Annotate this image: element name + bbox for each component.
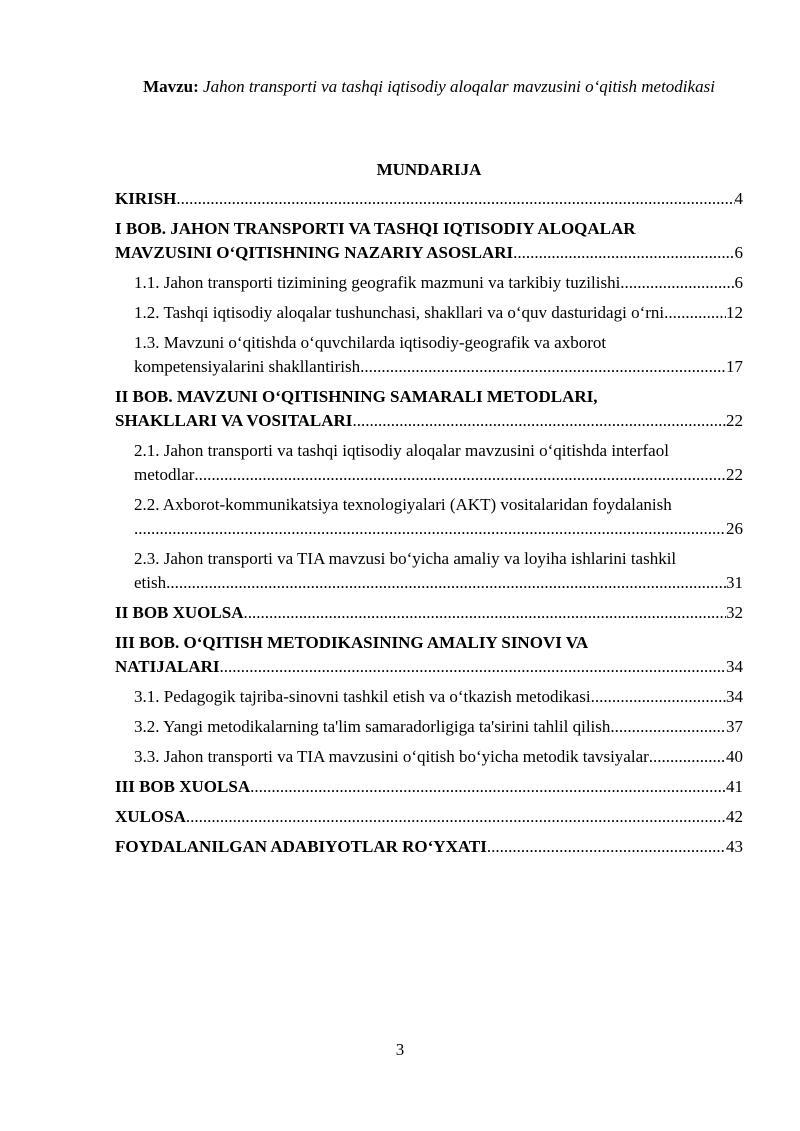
toc-entry-page: 31: [726, 573, 743, 592]
toc-leader-dots: [134, 517, 726, 541]
toc-entry-page: 37: [726, 717, 743, 736]
toc-title: MUNDARIJA: [376, 160, 482, 179]
toc-entry[interactable]: [134, 439, 743, 487]
toc-entry-first-line: III BOB. O‘QITISH METODIKASINING AMALIY SINOVI VA: [115, 633, 589, 652]
toc-leader-dots: [166, 571, 726, 595]
toc-entry[interactable]: [134, 685, 743, 709]
toc-entry-title: 1.1. Jahon transporti tizimining geografik mazmuni va tarkibiy tuzilishi: [134, 273, 621, 292]
toc-entry[interactable]: [115, 217, 743, 265]
toc-entry-first-line: 2.3. Jahon transporti va TIA mavzusi bo‘yicha amaliy va loyiha ishlarini tashkil: [134, 549, 677, 568]
toc-entry-page: 26: [726, 519, 743, 538]
toc-leader-dots: [352, 409, 726, 433]
toc-leader-dots: [194, 463, 726, 487]
toc-entry-title: metodlar: [134, 465, 195, 484]
toc-entry[interactable]: [115, 385, 743, 433]
toc-leader-dots: [186, 805, 726, 829]
toc-entry[interactable]: [115, 835, 743, 859]
toc-entry[interactable]: [134, 745, 743, 769]
toc-entry[interactable]: [134, 331, 743, 379]
toc-entry-page: 41: [726, 777, 743, 796]
topic-heading: [115, 72, 743, 102]
toc-leader-dots: [513, 241, 734, 265]
toc-entry-page: 34: [726, 657, 743, 676]
toc-entry-first-line: 2.2. Axborot-kommunikatsiya texnologiyalari (AKT) vositalaridan foydalanish: [134, 495, 672, 514]
toc-leader-dots: [620, 271, 734, 295]
toc-entry-page: 22: [726, 465, 743, 484]
toc-leader-dots: [591, 685, 726, 709]
toc-entry[interactable]: [134, 547, 743, 595]
toc-entry-title: FOYDALANILGAN ADABIYOTLAR RO‘YXATI: [115, 837, 487, 856]
toc-entry-title: etish: [134, 573, 167, 592]
toc-entry-first-line: II BOB. MAVZUNI O‘QITISHNING SAMARALI METODLARI,: [115, 387, 598, 406]
toc-leader-dots: [649, 745, 726, 769]
page-number: 3: [395, 1040, 405, 1059]
toc-entry[interactable]: [134, 301, 743, 325]
toc-entry-first-line: 2.1. Jahon transporti va tashqi iqtisodiy aloqalar mavzusini o‘qitishda interfaol: [134, 441, 669, 460]
toc-leader-dots: [250, 775, 726, 799]
toc-entry[interactable]: [115, 187, 743, 211]
toc-entry[interactable]: [134, 715, 743, 739]
toc-leader-dots: [176, 187, 734, 211]
toc-entry[interactable]: [134, 493, 743, 541]
toc-entry-title: 3.3. Jahon transporti va TIA mavzusini o‘qitish bo‘yicha metodik tavsiyalar: [134, 747, 649, 766]
toc-leader-dots: [487, 835, 726, 859]
toc-entry-title: KIRISH: [115, 189, 177, 208]
toc-entry-title: kompetensiyalarini shakllantirish: [134, 357, 361, 376]
toc-entry-page: 12: [726, 303, 743, 322]
toc-entry-title: XULOSA: [115, 807, 186, 826]
topic-title: Jahon transporti va tashqi iqtisodiy aloqalar mavzusini o‘qitish metodikasi: [203, 77, 715, 96]
toc-entry-page: 43: [726, 837, 743, 856]
topic-label: Mavzu:: [143, 77, 199, 96]
toc-entry-title: 3.2. Yangi metodikalarning ta'lim samaradorligiga ta'sirini tahlil qilish: [134, 717, 611, 736]
toc-entry[interactable]: [134, 271, 743, 295]
toc-entry-first-line: 1.3. Mavzuni o‘qitishda o‘quvchilarda iqtisodiy-geografik va axborot: [134, 333, 607, 352]
toc-entry[interactable]: [115, 601, 743, 625]
toc-entry-page: 40: [726, 747, 743, 766]
toc-leader-dots: [243, 601, 726, 625]
toc-entry-title: MAVZUSINI O‘QITISHNING NAZARIY ASOSLARI: [115, 243, 514, 262]
toc-leader-dots: [610, 715, 726, 739]
toc-entry[interactable]: [115, 775, 743, 799]
toc-entry-title: 3.1. Pedagogik tajriba-sinovni tashkil etish va o‘tkazish metodikasi: [134, 687, 591, 706]
toc-entry-page: 4: [734, 189, 743, 208]
toc-entry-title: SHAKLLARI VA VOSITALARI: [115, 411, 353, 430]
toc-leader-dots: [360, 355, 726, 379]
toc-leader-dots: [220, 655, 726, 679]
toc-entry-page: 34: [726, 687, 743, 706]
toc-entry-page: 32: [726, 603, 743, 622]
table-of-contents: [115, 187, 743, 865]
toc-entry-title: 1.2. Tashqi iqtisodiy aloqalar tushunchasi, shakllari va o‘quv dasturidagi o‘rni: [134, 303, 665, 322]
toc-entry-title: III BOB XUOLSA: [115, 777, 251, 796]
toc-entry-first-line: I BOB. JAHON TRANSPORTI VA TASHQI IQTISODIY ALOQALAR: [115, 219, 636, 238]
toc-entry-page: 6: [734, 243, 743, 262]
toc-entry-page: 42: [726, 807, 743, 826]
toc-entry[interactable]: [115, 805, 743, 829]
toc-entry-page: 6: [734, 273, 743, 292]
toc-entry-title: II BOB XUOLSA: [115, 603, 244, 622]
toc-leader-dots: [664, 301, 726, 325]
toc-entry-page: 17: [726, 357, 743, 376]
toc-entry-page: 22: [726, 411, 743, 430]
toc-entry-title: NATIJALARI: [115, 657, 220, 676]
toc-entry[interactable]: [115, 631, 743, 679]
